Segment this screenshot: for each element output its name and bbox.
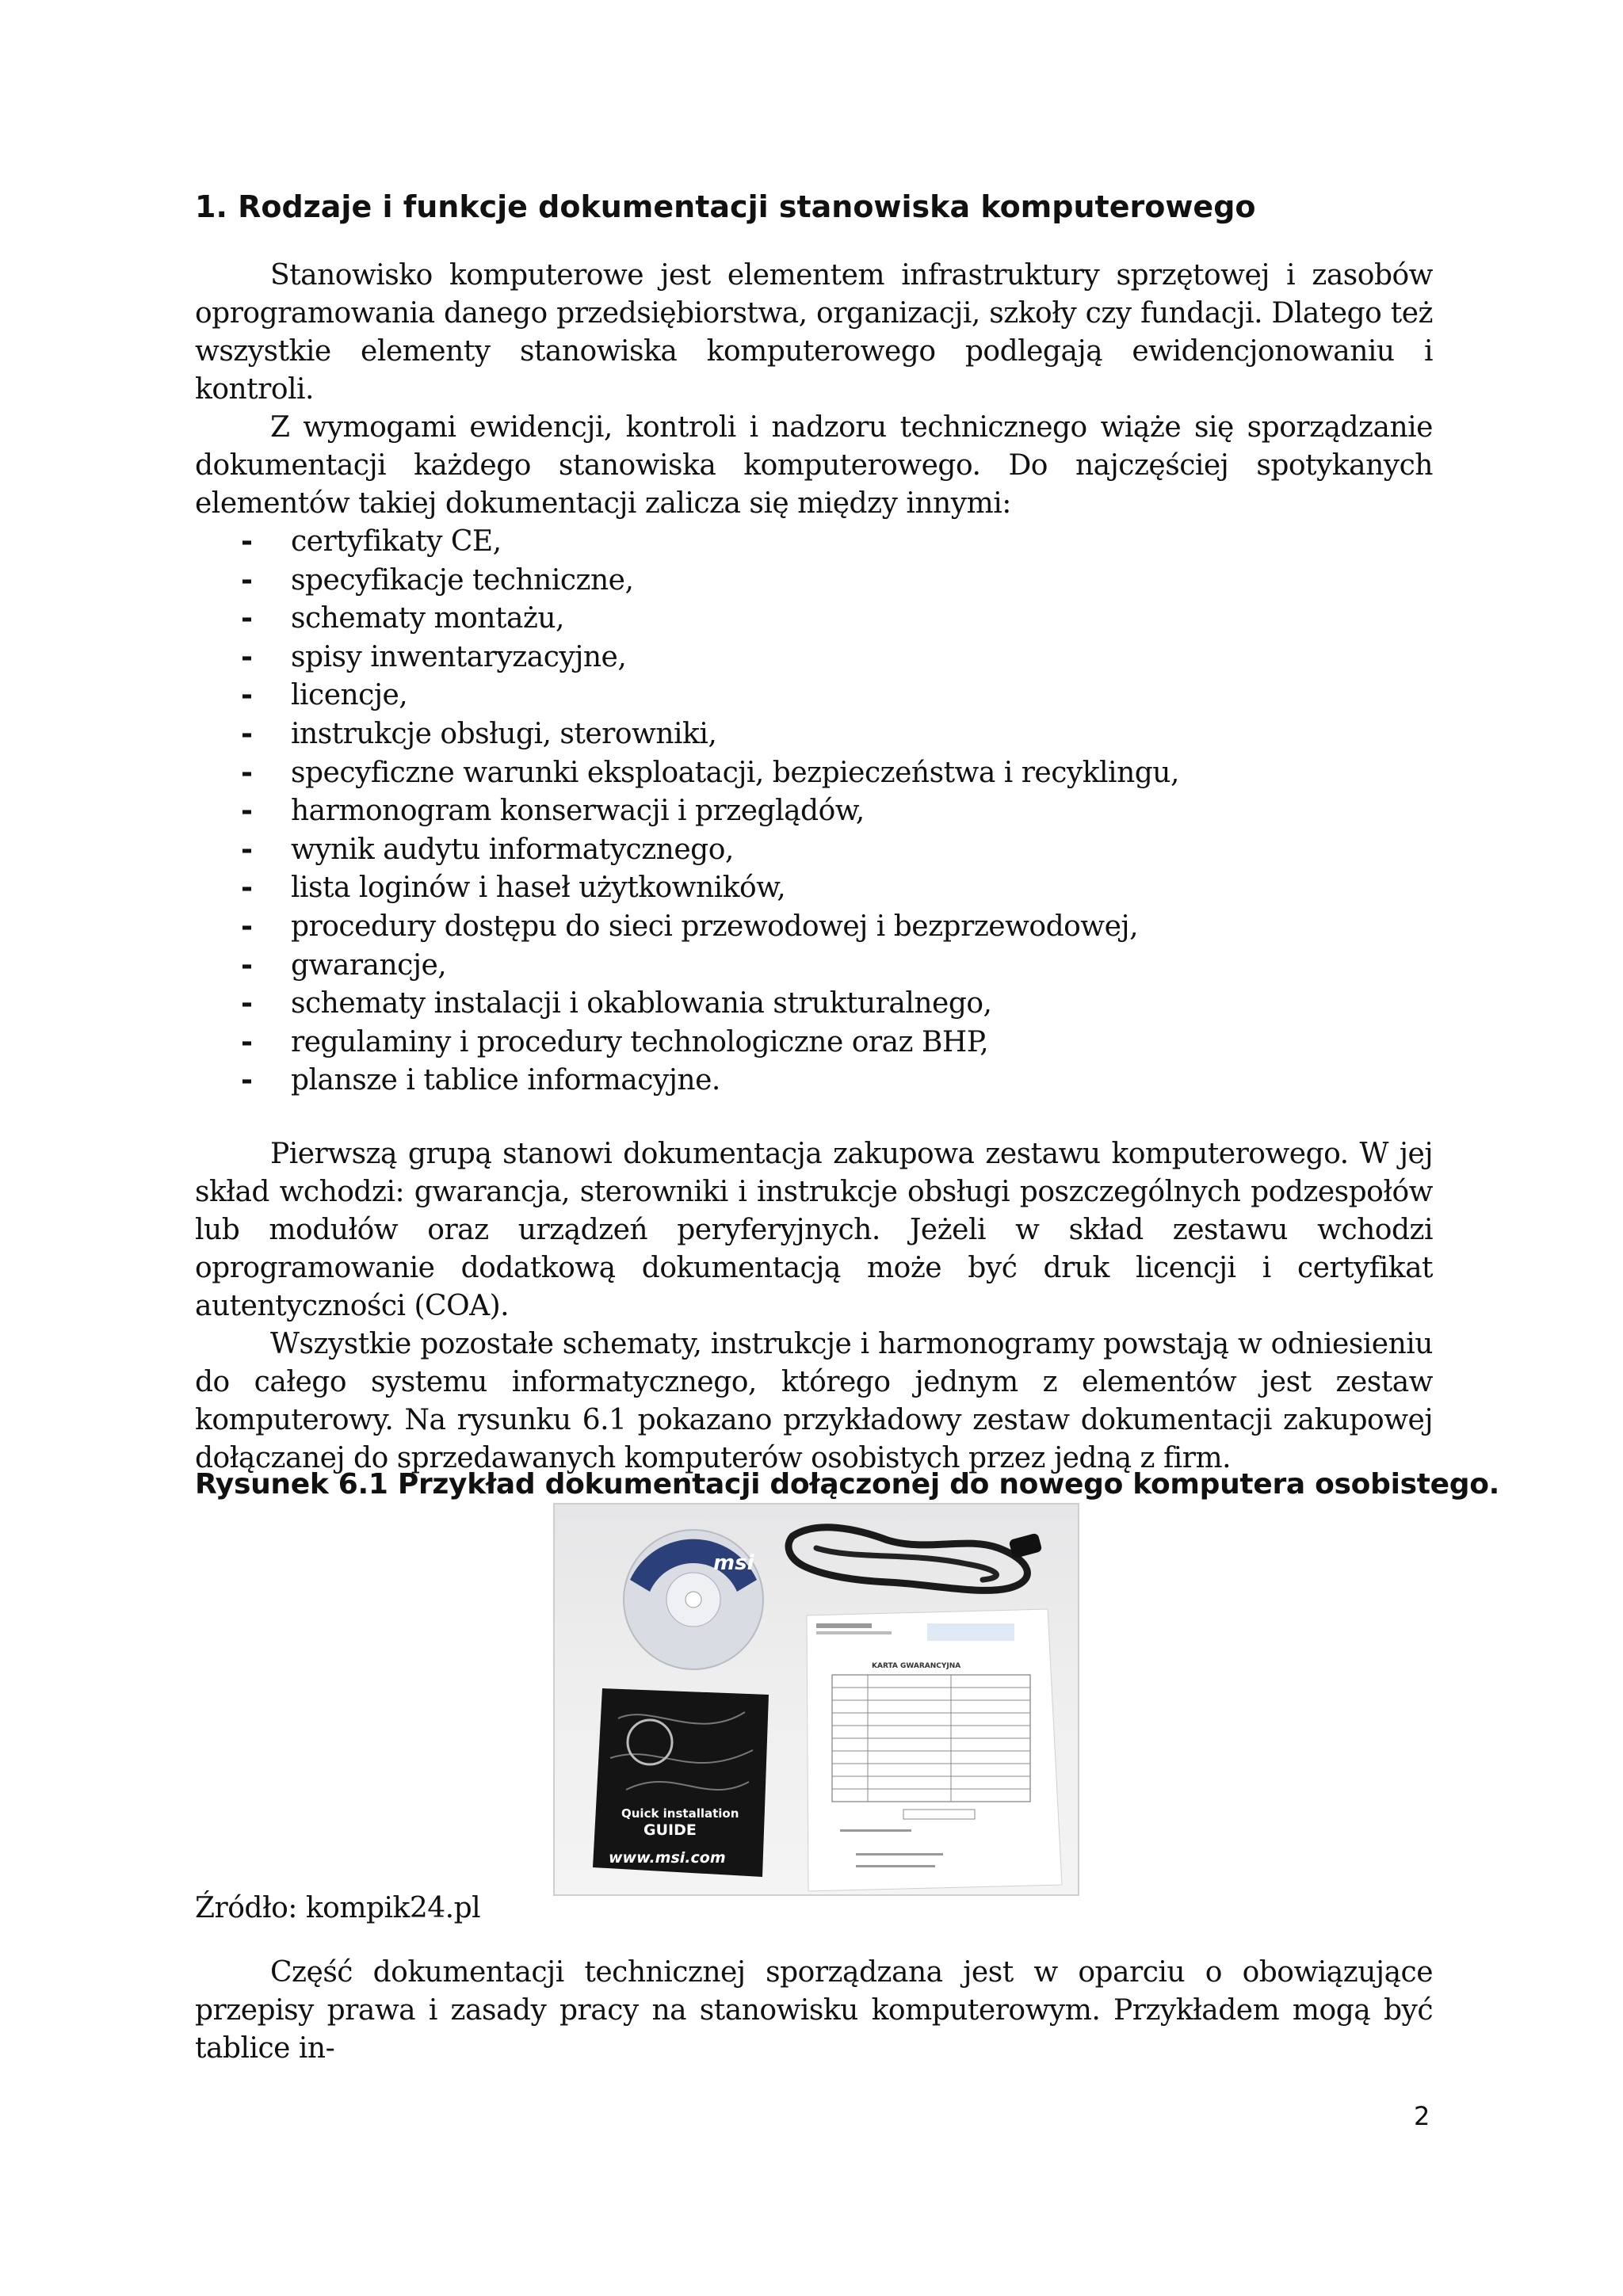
photo-illustration (555, 1505, 1078, 1894)
list-item: - lista loginów i haseł użytkowników, (241, 869, 1433, 908)
list-item: - spisy inwentaryzacyjne, (241, 639, 1433, 677)
paragraph-5: Część dokumentacji technicznej sporządzana jest w oparciu o obowiązujące przepisy prawa i zasady pracy na stanowisku komputerowym. Przykładem mogą być tablice in- (195, 1956, 1433, 2065)
list-item: - harmonogram konserwacji i przeglądów, (241, 792, 1433, 831)
list-dash: - (241, 1025, 253, 1058)
list-item: - regulaminy i procedury technologiczne oraz BHP, (241, 1024, 1433, 1062)
list-item: - procedury dostępu do sieci przewodowej i bezprzewodowej, (241, 908, 1433, 947)
figure-caption: Rysunek 6.1 Przykład dokumentacji dołączonej do nowego komputera osobistego. (195, 1468, 1500, 1501)
list-item: - schematy instalacji i okablowania strukturalnego, (241, 985, 1433, 1024)
list-item: - schematy montażu, (241, 600, 1433, 639)
power-cable (789, 1527, 1042, 1591)
quick-installation-guide-booklet (593, 1688, 769, 1877)
list-dash: - (241, 871, 253, 905)
list-dash: - (241, 640, 253, 673)
documentation-photo (553, 1503, 1079, 1896)
booklet-line2: GUIDE (643, 1821, 697, 1839)
list-item: - specyficzne warunki eksploatacji, bezpieczeństwa i recyklingu, (241, 754, 1433, 793)
list-dash: - (241, 1064, 253, 1097)
list-dash: - (241, 602, 253, 635)
figure-source: Źródło: kompik24.pl (195, 1892, 481, 1924)
main-content (195, 187, 1433, 1478)
cd-disc (624, 1530, 763, 1669)
list-dash: - (241, 717, 253, 750)
list-dash: - (241, 563, 253, 597)
list-item: - licencje, (241, 677, 1433, 715)
list-dash: - (241, 833, 253, 866)
paragraph-4: Wszystkie pozostałe schematy, instrukcje i harmonogramy powstają w odniesieniu do całego systemu informatycznego, którego jednym z elementów jest zestaw komputerowy. Na rysunku 6.1 pokazano przykładowy zestaw dokumentacji zakupowej dołączanej do sprzedawanych komputerów osobistych przez jedną z firm. (195, 1327, 1433, 1474)
documentation-elements-list (195, 523, 1433, 1100)
list-item: - wynik audytu informatycznego, (241, 831, 1433, 870)
booklet-url: www.msi.com (609, 1849, 726, 1867)
list-item: - plansze i tablice informacyjne. (241, 1062, 1433, 1100)
bottom-content (195, 1954, 1433, 2068)
paragraph-1: Stanowisko komputerowe jest elementem infrastruktury sprzętowej i zasobów oprogramowania danego przedsiębiorstwa, organizacji, szkoły czy fundacji. Dlatego też wszystkie elementy stanowiska komputerowego podlegają ewidencjonowaniu i kontroli. (195, 259, 1433, 406)
list-dash: - (241, 679, 253, 712)
paragraph-2: Z wymogami ewidencji, kontroli i nadzoru technicznego wiąże się sporządzanie dokumentacji każdego stanowiska komputerowego. Do najczęściej spotykanych elementów takiej dokumentacji zalicza się między innymi: (195, 411, 1433, 520)
list-dash: - (241, 987, 253, 1020)
list-item: - certyfikaty CE, (241, 523, 1433, 562)
booklet-line1: Quick installation (621, 1806, 739, 1821)
list-dash: - (241, 525, 253, 558)
list-dash: - (241, 948, 253, 982)
list-item: - gwarancje, (241, 947, 1433, 986)
list-dash: - (241, 910, 253, 943)
paragraph-3: Pierwszą grupą stanowi dokumentacja zakupowa zestawu komputerowego. W jej skład wchodzi: gwarancja, sterowniki i instrukcje obsługi poszczególnych podzespołów lub modułów oraz urządzeń peryferyjnych. Jeżeli w skład zestawu wchodzi oprogramowanie dodatkową dokumentacją może być druk licencji i certyfikat autentyczności (COA). (195, 1137, 1433, 1322)
warranty-card (807, 1609, 1062, 1891)
list-dash: - (241, 795, 253, 828)
warranty-card-title: KARTA GWARANCYJNA (872, 1662, 961, 1670)
list-item: - instrukcje obsługi, sterowniki, (241, 715, 1433, 754)
section-heading: 1. Rodzaje i funkcje dokumentacji stanowiska komputerowego (195, 189, 1256, 224)
list-item: - specyfikacje techniczne, (241, 562, 1433, 601)
page-number: 2 (1414, 2101, 1430, 2131)
list-dash: - (241, 756, 253, 789)
cd-brand-text: msi (713, 1551, 754, 1575)
